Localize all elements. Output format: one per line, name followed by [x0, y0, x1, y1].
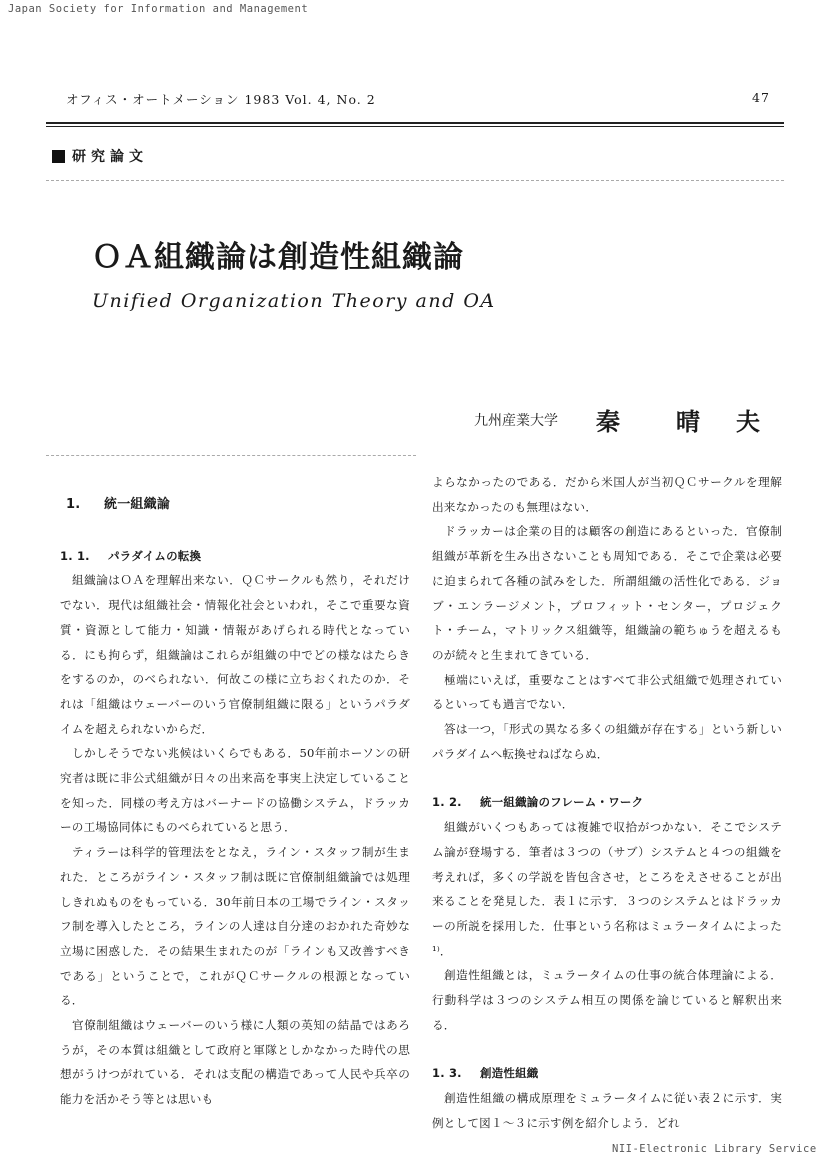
paragraph: 答は一つ，「形式の異なる多くの組織が存在する」という新しいパラダイムへ転換せねばならぬ． [432, 722, 782, 761]
paragraph: 組織論はＯＡを理解出来ない．ＱＣサークルも然り，それだけでない．現代は組織社会・情報化社会といわれ，そこで重要な資質・資源として能力・知識・情報があげられる時代となっている．にも拘らず，組織論はこれらが組織の中でどの様なはたらきをするのか，のべられない．何故この様に立ちおくれたのか．それは「組織はウェーバーのいう官僚制組織に限る」というパラダイムを超えられないからだ． [60, 573, 410, 736]
subsection-number: 1. 2. [432, 795, 462, 810]
subsection-heading [432, 1061, 782, 1086]
paragraph: ドラッカーは企業の目的は顧客の創造にあるといった．官僚制組織が革新を生み出さないことも周知である．そこで企業は必要に迫まられて各種の試みをした．所謂組織の活性化である．ジョブ・エンラージメント，プロフィット・センター，プロジェクト・チーム，マトリックス組織等，組織論の範ちゅうを超えるものが続々と生まれてきている． [432, 524, 782, 662]
section-heading [66, 493, 410, 518]
paragraph: 創造性組織の構成原理をミュラータイムに従い表２に示す．実例として図１〜３に示す例を紹介しよう．どれ [432, 1091, 782, 1130]
section-tag [52, 146, 148, 166]
paragraph: しかしそうでない兆候はいくらでもある．50年前ホーソンの研究者は既に非公式組織が日々の出来高を事実上決定していることを知った．同様の考え方はバーナードの協働システム，ドラッカーの工場協同体にものべられていると思う． [60, 746, 410, 835]
header-rule-thin [46, 126, 784, 127]
library-watermark: NII-Electronic Library Service [612, 1143, 817, 1155]
right-column [432, 470, 782, 1136]
paragraph: 極端にいえば，重要なことはすべて非公式組織で処理されているといっても過言でない． [432, 672, 782, 712]
paragraph: 創造性組織とは，ミュラータイムの仕事の統合体理論による．行動科学は３つのシステム相互の関係を論じていると解釈出来る． [432, 968, 782, 1032]
source-watermark: Japan Society for Information and Management [8, 3, 309, 15]
divider [46, 180, 784, 181]
subsection-label: 統一組織論のフレーム・ワーク [479, 795, 644, 810]
page-number: 47 [752, 90, 770, 105]
paper-subtitle: Unified Organization Theory and OA [92, 290, 496, 312]
paragraph: 官僚制組織はウェーバーのいう様に人類の英知の結晶ではあろうが，その本質は組織として政府と軍隊としかなかった時代の思想がうけつがれている．それは支配の構造であって人民や兵卒の能力を活かそう等とは思いも [60, 1018, 410, 1107]
paragraph: ティラーは科学的管理法をとなえ，ライン・スタッフ制が生まれた．ところがライン・スタッフ制は既に官僚制組織論では処理しきれぬものをもっている．30年前日本の工場でライン・スタッフ制を導入したところ，ラインの人達は自分達のおかれた奇妙な立場に困惑した．その結果生まれたのが「ラインも又改善すべきである」ということで，これがＱＣサークルの根源となっている． [60, 845, 410, 1008]
author-affiliation: 九州産業大学 [474, 413, 558, 429]
author-name-1: 秦 [596, 407, 620, 436]
left-column [60, 493, 410, 1112]
square-bullet-icon [52, 150, 65, 163]
paper-title: ＯＡ組織論は創造性組織論 [92, 240, 464, 275]
subsection-label: 創造性組織 [479, 1066, 539, 1081]
divider-left [46, 455, 416, 456]
subsection-heading [60, 544, 410, 569]
paragraph: 組織がいくつもあっては複雑で収拾がつかない．そこでシステム論が登場する．筆者は３つの（サブ）システムと４つの組織を考えれば，多くの学説を皆包含させ，ところをえさせることが出来ることを発見した．表１に示す．３つのシステムとはドラッカーの所説を採用した．仕事という名称はミュラータイムによった¹⁾． [432, 820, 782, 958]
subsection-number: 1. 3. [432, 1066, 462, 1081]
journal-header: オフィス・オートメーション 1983 Vol. 4, No. 2 [66, 92, 376, 107]
section-number: 1. [66, 497, 81, 512]
paragraph: よらなかったのである．だから米国人が当初ＱＣサークルを理解出来なかったのも無理はない． [432, 475, 782, 514]
author-name-3: 夫 [736, 407, 760, 436]
section-tag-label: 研究論文 [72, 149, 148, 165]
author-name-2: 晴 [676, 407, 700, 436]
subsection-heading [432, 790, 782, 815]
header-rule [46, 122, 784, 124]
subsection-number: 1. 1. [60, 548, 90, 563]
subsection-label: パラダイムの転換 [107, 548, 202, 563]
section-label: 統一組織論 [104, 497, 171, 512]
